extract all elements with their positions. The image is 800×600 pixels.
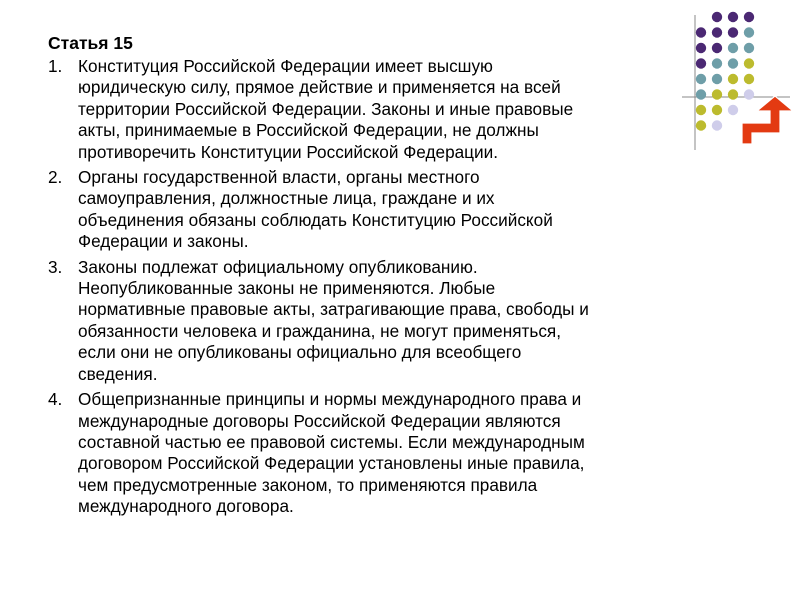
text-line: чем предусмотренные законом, то применяются правила — [78, 474, 538, 495]
text-line: Органы государственной власти, органы местного — [78, 167, 480, 188]
item-text — [78, 389, 753, 517]
item-number: 4. — [48, 389, 63, 410]
text-line: Законы подлежат официальному опубликованию. — [78, 256, 478, 277]
text-line: Федерации и законы. — [78, 231, 249, 252]
decorative-dot — [728, 12, 738, 22]
text-line: противоречить Конституции Российской Федерации. — [78, 141, 499, 162]
item-text — [78, 167, 753, 253]
text-line: акты, принимаемые в Российской Федерации, не должны — [78, 120, 539, 141]
decorative-dot — [712, 12, 722, 22]
text-line: юридическую силу, прямое действие и применяется на всей — [78, 77, 561, 98]
text-line: территории Российской Федерации. Законы и иные правовые — [78, 98, 574, 119]
text-line: Общепризнанные принципы и нормы международного права и — [78, 389, 582, 410]
text-line: сведения. — [78, 363, 158, 384]
text-line: самоуправления, должностные лица, граждане и их — [78, 188, 495, 209]
item-number: 3. — [48, 256, 63, 277]
article-title: Статья 15 — [48, 33, 133, 53]
list-item — [48, 389, 753, 517]
text-line: Конституция Российской Федерации имеет высшую — [78, 56, 493, 76]
text-line: составной частью ее правовой системы. Если международным — [78, 431, 585, 452]
text-line: обязанности человека и гражданина, не могут применяться, — [78, 320, 562, 341]
list-item — [48, 167, 753, 253]
item-number: 1. — [48, 56, 63, 76]
decorative-dot — [744, 12, 754, 22]
article-content — [48, 32, 753, 522]
text-line: если они не опубликованы официально для всеобщего — [78, 342, 522, 363]
item-number: 2. — [48, 167, 63, 188]
text-line: объединения обязаны соблюдать Конституцию Российской — [78, 209, 553, 230]
text-line: международные договоры Российской Федерации являются — [78, 410, 561, 431]
item-text — [78, 257, 753, 385]
item-text — [78, 56, 753, 163]
text-line: нормативные правовые акты, затрагивающие права, свободы и — [78, 299, 589, 320]
text-line: Неопубликованные законы не применяются. Любые — [78, 278, 496, 299]
list-item — [48, 257, 753, 385]
text-line: договором Российской Федерации установлены иные правила, — [78, 453, 585, 474]
list-item — [48, 56, 753, 163]
text-line: международного договора. — [78, 496, 294, 517]
